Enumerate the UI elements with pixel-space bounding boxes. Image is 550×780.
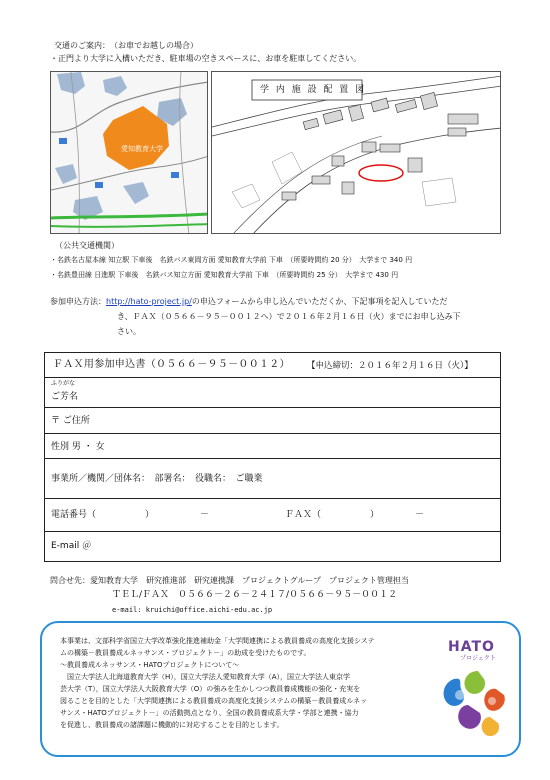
fax-dash: － xyxy=(415,510,425,520)
hato-line: を促進し、教員養成の諸課題に機動的に対応することを目的とします。 xyxy=(60,721,284,729)
name-label: ご芳名 xyxy=(51,392,79,402)
fax-application-form xyxy=(44,352,501,562)
apply-prefix: 参加申込方法： xyxy=(50,297,106,306)
gender-label: 性別 男 ・ 女 xyxy=(51,442,105,452)
car-note: ・正門より大学に入構いただき、駐車場の空きスペースに、お車を駐車してください。 xyxy=(50,54,362,63)
form-deadline: 【申込締切：２０１６年２月１６日（火）】 xyxy=(307,361,473,371)
phone-close: ） xyxy=(145,510,155,520)
form-email-row[interactable] xyxy=(45,532,500,561)
hato-logo-subtext: プロジェクト xyxy=(460,655,496,662)
hato-logo xyxy=(434,637,514,747)
contact-email: e-mail: kruichi@office.aichi-edu.ac.jp xyxy=(112,606,273,614)
campus-map xyxy=(211,71,501,234)
hato-project-box xyxy=(40,621,521,757)
access-heading: 交通のご案内： （お車でお越しの場合） xyxy=(54,41,198,50)
hato-line: ムの構築－教員養成ルネッサンス・プロジェクト－」の助成を受けたものです。 xyxy=(60,649,311,657)
hato-description xyxy=(60,635,432,731)
apply-line-2: き、ＦＡＸ（０５６６－９５－００１２へ）で２０１６年２月１６日（火）までにお申し込み下 xyxy=(117,312,461,321)
fax-close: ） xyxy=(370,510,380,520)
phone-label: 電話番号（ xyxy=(51,510,97,520)
address-label: 〒 ご住所 xyxy=(51,416,90,426)
public-transport-heading: （公共交通機関） xyxy=(55,241,119,250)
phone-dash: － xyxy=(200,510,210,520)
apply-url-link[interactable]: http://hato-project.jp/ xyxy=(106,297,192,306)
apply-line-1 xyxy=(50,296,447,307)
campus-label: 愛知教育大学 xyxy=(121,145,163,153)
form-phone-row[interactable] xyxy=(45,499,500,532)
hato-line: 芸大学（T），国立大学法人大阪教育大学（O）の強みを生かしつつ教員養成機能の強化・充実を xyxy=(60,685,361,693)
hato-line: 本事業は、文部科学省国立大学改革強化推進補助金「大学間連携による教員養成の高度化支援システ xyxy=(60,637,375,645)
apply-suffix: の申込フォームから申し込んでいただくか、下記事項を記入していただ xyxy=(191,297,448,306)
form-address-row[interactable] xyxy=(45,408,500,434)
contact-tel-fax: ＴＥＬ/ＦＡＸ ０５６６－２６－２４１７/０５６６－９５－００１２ xyxy=(112,590,398,600)
form-affiliation-row[interactable] xyxy=(45,459,500,499)
email-label: E-mail ＠ xyxy=(51,541,92,551)
form-title: ＦＡＸ用参加申込書（０５６６－９５－００１２） xyxy=(53,359,290,370)
hato-logo-text: HATO xyxy=(448,639,495,655)
hato-line: 国立大学法人北海道教育大学（H），国立大学法人愛知教育大学（A），国立大学法人東京学 xyxy=(60,673,351,681)
hato-logo-mark xyxy=(434,665,514,741)
form-gender-row[interactable] xyxy=(45,434,500,459)
contact-label: 問合せ先：愛知教育大学 研究推進部 研究連携課 プロジェクトグループ プロジェクト管理担当 xyxy=(50,576,409,585)
form-name-row[interactable] xyxy=(45,378,500,408)
hato-line: サンス・HATOプロジェクト－」の活動拠点となり、全国の教員養成系大学・学部と連携・協力 xyxy=(60,709,359,717)
fax-label: ＦＡＸ（ xyxy=(285,510,322,520)
hato-line: 図ることを目的とした「大学間連携による教員養成の高度化支援システムの構築－教員養成ルネッ xyxy=(60,697,368,705)
campus-map-title: 学 内 施 設 配 置 図 xyxy=(260,85,367,95)
apply-line-3: さい。 xyxy=(117,327,141,336)
route-2: ・名鉄豊田線 日進駅 下車後 名鉄バス知立方面 愛知教育大学前 下車 （所要時間約 25 分） 大学まで 430 円 xyxy=(50,271,399,279)
route-1: ・名鉄名古屋本線 知立駅 下車後 名鉄バス東岡方面 愛知教育大学前 下車 （所要時間約 20 分） 大学まで 340 円 xyxy=(50,256,413,264)
area-map xyxy=(50,71,208,234)
form-title-row xyxy=(45,353,500,378)
hato-line: ～教員養成ルネッサンス・HATOプロジェクトについて～ xyxy=(60,661,240,669)
furigana-label: ふりがな xyxy=(51,380,76,387)
affiliation-label: 事業所／機関／団体名： 部署名： 役職名： ご職業 xyxy=(51,474,263,484)
